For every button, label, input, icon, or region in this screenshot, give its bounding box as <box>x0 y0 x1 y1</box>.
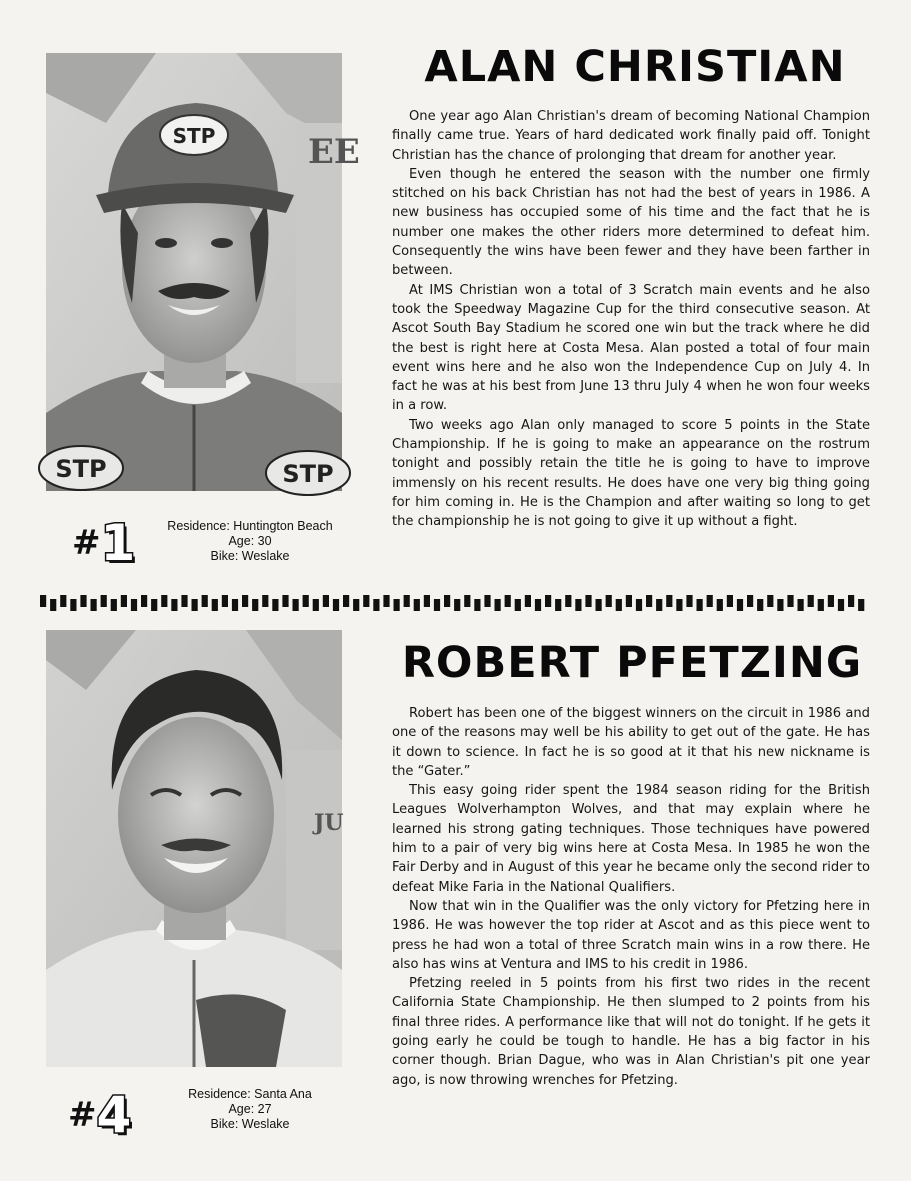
story-paragraph: Now that win in the Qualifier was the only victory for Pfetzing here in 1986. He was however the top rider at Ascot and as this piece went to press he had won a total of three Scratch main wins in a row there. He also has wins at Ventura and IMS to his credit in 1986. <box>392 898 870 972</box>
checker-block <box>838 599 844 611</box>
checker-block <box>111 599 117 611</box>
checker-block <box>151 599 157 611</box>
checker-block <box>555 599 561 611</box>
number-hash: # <box>72 523 101 563</box>
checker-block <box>757 599 763 611</box>
checker-block <box>282 595 288 607</box>
svg-text:EE: EE <box>308 132 360 172</box>
checker-block <box>585 595 591 607</box>
checker-block <box>414 599 420 611</box>
checker-block <box>565 595 571 607</box>
rider-name-heading: ALAN CHRISTIAN <box>424 42 846 92</box>
svg-text:JU: JU <box>314 810 344 836</box>
checker-block <box>101 595 107 607</box>
checker-block <box>747 595 753 607</box>
checker-block <box>373 599 379 611</box>
story-paragraph: Two weeks ago Alan only managed to score 5 points in the State Championship. If he is going to make an appearance on the rostrum tonight and possibly retain the title he is going to have to improve immensly on his recent results. He does have one very big thing going for him coming in. He is the Champion and after waiting so long to get the championship he is not going to give it up without a fight. <box>392 417 870 530</box>
checkered-divider <box>40 593 866 613</box>
checker-block <box>545 595 551 607</box>
checker-block <box>535 599 541 611</box>
checker-block <box>575 599 581 611</box>
checker-block <box>131 599 137 611</box>
checker-block <box>676 599 682 611</box>
checker-block <box>192 599 198 611</box>
checker-block <box>636 599 642 611</box>
checker-block <box>333 599 339 611</box>
checker-block <box>353 599 359 611</box>
checker-block <box>828 595 834 607</box>
checker-block <box>91 599 97 611</box>
rider-number-badge <box>68 1086 132 1144</box>
rider-residence: Residence: Huntington Beach <box>167 519 333 533</box>
jersey-logo-right: STP <box>282 460 334 488</box>
rider-info <box>150 519 350 564</box>
checker-block <box>697 599 703 611</box>
rider-bike: Bike: Weslake <box>210 1117 290 1131</box>
checker-block <box>303 595 309 607</box>
checker-block <box>40 595 46 607</box>
checker-block <box>707 595 713 607</box>
checker-block <box>767 595 773 607</box>
story-paragraph: One year ago Alan Christian's dream of becoming National Champion finally came true. Years of hard dedicated work finally paid off. Tonight Christian has the chance of prolonging that dream for another year. <box>392 109 870 163</box>
rider-name-heading: ROBERT PFETZING <box>401 638 863 688</box>
checker-block <box>818 599 824 611</box>
checker-block <box>383 595 389 607</box>
checker-block <box>444 595 450 607</box>
story-paragraph: Robert has been one of the biggest winners on the circuit in 1986 and one of the reasons may well be his ability to get out of the gate. He has it down to science. In fact he is so good at it that his new nickname is the “Gater.” <box>392 706 870 779</box>
rider-photo-alan-christian <box>46 53 360 491</box>
rider-age: Age: 30 <box>228 534 272 548</box>
checker-block <box>242 595 248 607</box>
rider-info <box>150 1087 350 1132</box>
checker-block <box>161 595 167 607</box>
checker-block <box>394 599 400 611</box>
checker-block <box>121 595 127 607</box>
checker-block <box>727 595 733 607</box>
checker-block <box>252 599 258 611</box>
checker-block <box>484 595 490 607</box>
checker-block <box>505 595 511 607</box>
story-paragraph: This easy going rider spent the 1984 season riding for the British Leagues Wolverhampton Wolves, and that may explain where he learned his strong gating techniques. Those techniques have powered him to a pair of very big wins here at Costa Mesa. In 1985 he won the Fair Derby and in August of this year he became only the second rider to defeat Mike Faria in the National Qualifiers. <box>392 783 870 895</box>
story-paragraph: Pfetzing reeled in 5 points from his first two rides in the recent California State Championship. He then slumped to 2 points from his final three rides. A performance like that will not do tonight. If he gets it going early he could be tough to handle. He has a big factor in his corner though. Brian Dague, who was in Alan Christian's pit one year ago, is now throwing wrenches for Pfetzing. <box>392 976 870 1088</box>
rider-bike: Bike: Weslake <box>210 549 290 563</box>
checker-block <box>404 595 410 607</box>
checker-block <box>232 599 238 611</box>
checker-block <box>323 595 329 607</box>
checker-block <box>717 599 723 611</box>
checker-block <box>181 595 187 607</box>
cap-logo-text: STP <box>172 124 216 148</box>
checker-block <box>60 595 66 607</box>
checker-block <box>858 599 864 611</box>
checker-block <box>141 595 147 607</box>
checker-block <box>596 599 602 611</box>
checker-block <box>525 595 531 607</box>
checker-block <box>222 595 228 607</box>
checker-block <box>777 599 783 611</box>
checker-block <box>212 599 218 611</box>
checker-block <box>363 595 369 607</box>
checker-block <box>656 599 662 611</box>
checker-block <box>464 595 470 607</box>
checker-block <box>50 599 56 611</box>
rider-photo-robert-pfetzing <box>46 630 342 1067</box>
rider-residence: Residence: Santa Ana <box>188 1087 312 1101</box>
checker-block <box>293 599 299 611</box>
checker-block <box>70 599 76 611</box>
checker-block <box>424 595 430 607</box>
jersey-logo-left: STP <box>55 455 107 483</box>
checker-block <box>737 599 743 611</box>
number-digit: 1 <box>100 514 136 572</box>
checker-block <box>313 599 319 611</box>
rider-number-badge <box>72 514 136 572</box>
checker-block <box>202 595 208 607</box>
checker-block <box>515 599 521 611</box>
checker-block <box>495 599 501 611</box>
story-paragraph: At IMS Christian won a total of 3 Scratch main events and he also took the Speedway Magazine Cup for the third consecutive season. At Ascot South Bay Stadium he scored one win but the track where he did the best is right here at Costa Mesa. Alan posted a total of four main event wins here and he also won the Independence Cup on July 4. In fact he was at his best from June 13 thru July 4 when he won four weeks in a row. <box>392 282 870 414</box>
checker-block <box>171 599 177 611</box>
checker-block <box>686 595 692 607</box>
checker-block <box>262 595 268 607</box>
rider-story <box>392 704 870 1090</box>
checker-block <box>798 599 804 611</box>
checker-block <box>434 599 440 611</box>
checker-block <box>343 595 349 607</box>
checker-block <box>626 595 632 607</box>
checker-block <box>454 599 460 611</box>
rider-story <box>392 107 870 532</box>
rider-age: Age: 27 <box>228 1102 272 1116</box>
checker-block <box>616 599 622 611</box>
checker-block <box>80 595 86 607</box>
checker-block <box>474 599 480 611</box>
checker-block <box>787 595 793 607</box>
checker-block <box>666 595 672 607</box>
checker-block <box>848 595 854 607</box>
checker-block <box>606 595 612 607</box>
story-paragraph: Even though he entered the season with the number one firmly stitched on his back Christian has not had the best of years in 1986. A new business has occupied some of his time and the fact that he is number one makes the other riders more determined to defeat him. Consequently the wins have been fewer and they have been farther in between. <box>392 166 870 279</box>
checker-block <box>808 595 814 607</box>
number-hash: # <box>68 1095 97 1135</box>
number-digit: 4 <box>96 1086 132 1144</box>
checker-block <box>272 599 278 611</box>
checker-block <box>646 595 652 607</box>
